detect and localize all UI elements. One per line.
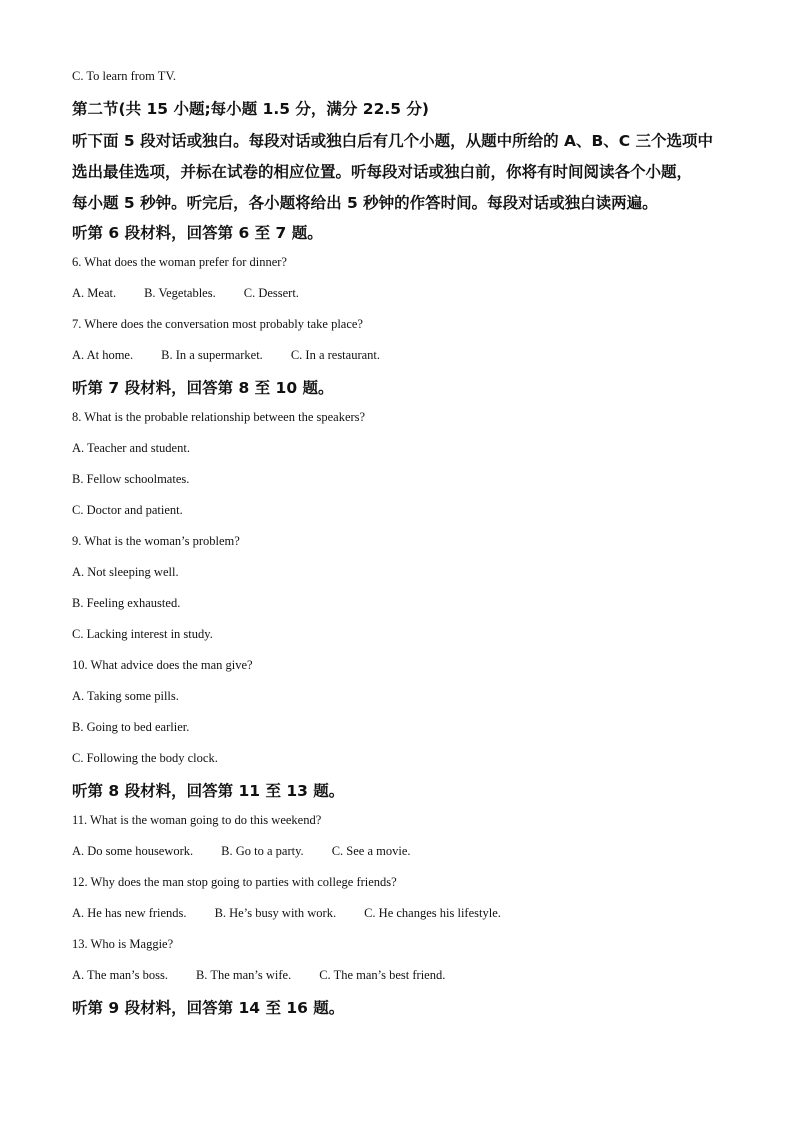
- question-6: 6. What does the woman prefer for dinner?: [72, 255, 287, 269]
- section-instructions: [72, 126, 732, 219]
- instruction-line: 选出最佳选项，并标在试卷的相应位置。听每段对话或独白前，你将有时间阅读各个小题，: [72, 163, 693, 181]
- question-8: 8. What is the probable relationship between the speakers?: [72, 410, 366, 424]
- option-c: C. The man’s best friend.: [319, 968, 446, 982]
- option-b: B. Vegetables.: [144, 286, 216, 300]
- option-c: C. He changes his lifestyle.: [364, 906, 501, 920]
- section-title: 第二节(共 15 小题;每小题 1.5 分，满分 22.5 分): [72, 100, 430, 118]
- option-a: A. At home.: [72, 348, 134, 362]
- options-row: [72, 963, 732, 994]
- option-a: A. Meat.: [72, 286, 117, 300]
- option-b: B. Feeling exhausted.: [72, 596, 181, 610]
- option-c: C. In a restaurant.: [290, 348, 381, 362]
- option-text: C. To learn from TV.: [72, 69, 176, 83]
- question-13: 13. Who is Maggie?: [72, 937, 174, 951]
- instruction-line: 每小题 5 秒钟。听完后，各小题将给出 5 秒钟的作答时间。每段对话或独白读两遍。: [72, 194, 658, 212]
- question-12: 12. Why does the man stop going to parties with college friends?: [72, 875, 397, 889]
- material-heading: 听第 8 段材料，回答第 11 至 13 题。: [72, 782, 345, 800]
- option-a: A. The man’s boss.: [72, 968, 168, 982]
- question-7: 7. Where does the conversation most probably take place?: [72, 317, 363, 331]
- options-row: [72, 343, 732, 374]
- option-b: B. Going to bed earlier.: [72, 720, 190, 734]
- option-a: A. Not sleeping well.: [72, 565, 179, 579]
- option-c: C. Following the body clock.: [72, 751, 218, 765]
- option-c: C. Dessert.: [243, 286, 299, 300]
- material-heading: 听第 6 段材料，回答第 6 至 7 题。: [72, 224, 323, 242]
- options-row: [72, 901, 732, 932]
- option-a: A. Taking some pills.: [72, 689, 179, 703]
- option-b: B. In a supermarket.: [161, 348, 263, 362]
- options-row: [72, 839, 732, 870]
- question-11: 11. What is the woman going to do this weekend?: [72, 813, 322, 827]
- option-c: C. See a movie.: [331, 844, 411, 858]
- option-a: A. He has new friends.: [72, 906, 187, 920]
- exam-page: [72, 64, 732, 1025]
- option-a: A. Do some housework.: [72, 844, 194, 858]
- option-b: B. Fellow schoolmates.: [72, 472, 190, 486]
- material-heading: 听第 7 段材料，回答第 8 至 10 题。: [72, 379, 334, 397]
- option-c: C. Lacking interest in study.: [72, 627, 213, 641]
- instruction-line: 听下面 5 段对话或独白。每段对话或独白后有几个小题，从题中所给的 A、B、C 三个选项中: [72, 132, 714, 150]
- option-b: B. The man’s wife.: [195, 968, 292, 982]
- option-c: C. Doctor and patient.: [72, 503, 183, 517]
- options-row: [72, 281, 732, 312]
- question-9: 9. What is the woman’s problem?: [72, 534, 240, 548]
- material-heading: 听第 9 段材料，回答第 14 至 16 题。: [72, 999, 345, 1017]
- option-a: A. Teacher and student.: [72, 441, 190, 455]
- question-10: 10. What advice does the man give?: [72, 658, 253, 672]
- option-b: B. He’s busy with work.: [214, 906, 337, 920]
- option-b: B. Go to a party.: [221, 844, 304, 858]
